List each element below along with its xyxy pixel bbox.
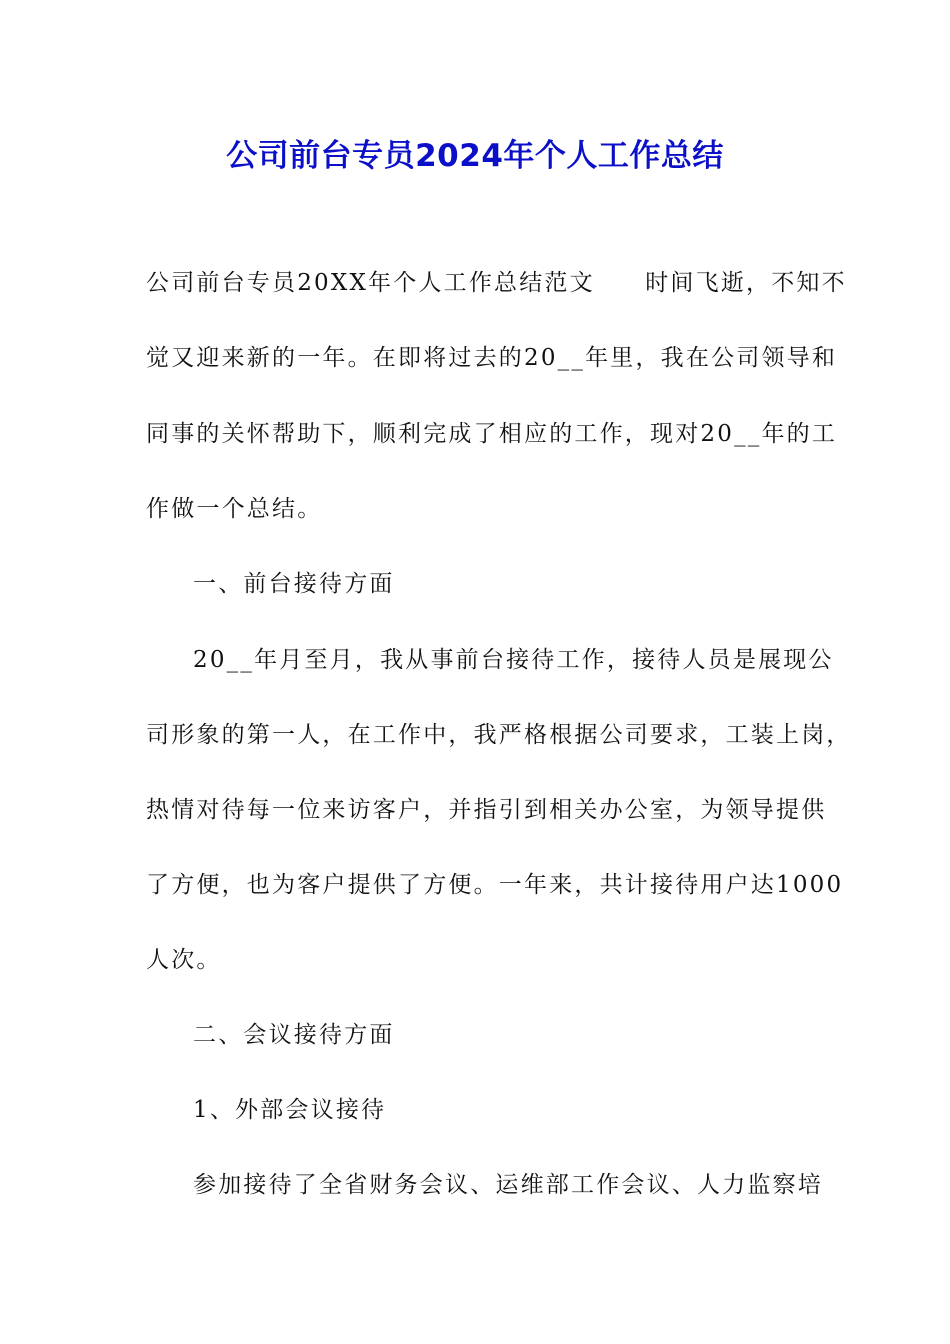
section-heading-1: 一、前台接待方面: [193, 571, 395, 597]
body-line-6: 司形象的第一人，在工作中，我严格根据公司要求，工装上岗，: [146, 722, 852, 748]
body-line-2: 觉又迎来新的一年。在即将过去的20__年里，我在公司领导和: [146, 345, 838, 371]
body-line-1: 公司前台专员20XX年个人工作总结范文 时间飞逝，不知不: [146, 270, 847, 296]
body-line-4: 作做一个总结。: [146, 496, 323, 522]
body-line-7: 热情对待每一位来访客户，并指引到相关办公室，为领导提供: [146, 797, 827, 823]
body-line-3: 同事的关怀帮助下，顺利完成了相应的工作，现对20__年的工: [146, 421, 838, 447]
body-line-9: 人次。: [146, 947, 222, 973]
section-heading-2: 二、会议接待方面: [193, 1022, 395, 1048]
body-line-5: 20__年月至月，我从事前台接待工作，接待人员是展现公: [193, 647, 834, 673]
subsection-heading-1: 1、外部会议接待: [193, 1097, 387, 1123]
document-title: 公司前台专员2024年个人工作总结: [226, 138, 724, 174]
body-line-8: 了方便，也为客户提供了方便。一年来，共计接待用户达1000: [146, 872, 844, 898]
body-line-10: 参加接待了全省财务会议、运维部工作会议、人力监察培: [193, 1172, 823, 1198]
